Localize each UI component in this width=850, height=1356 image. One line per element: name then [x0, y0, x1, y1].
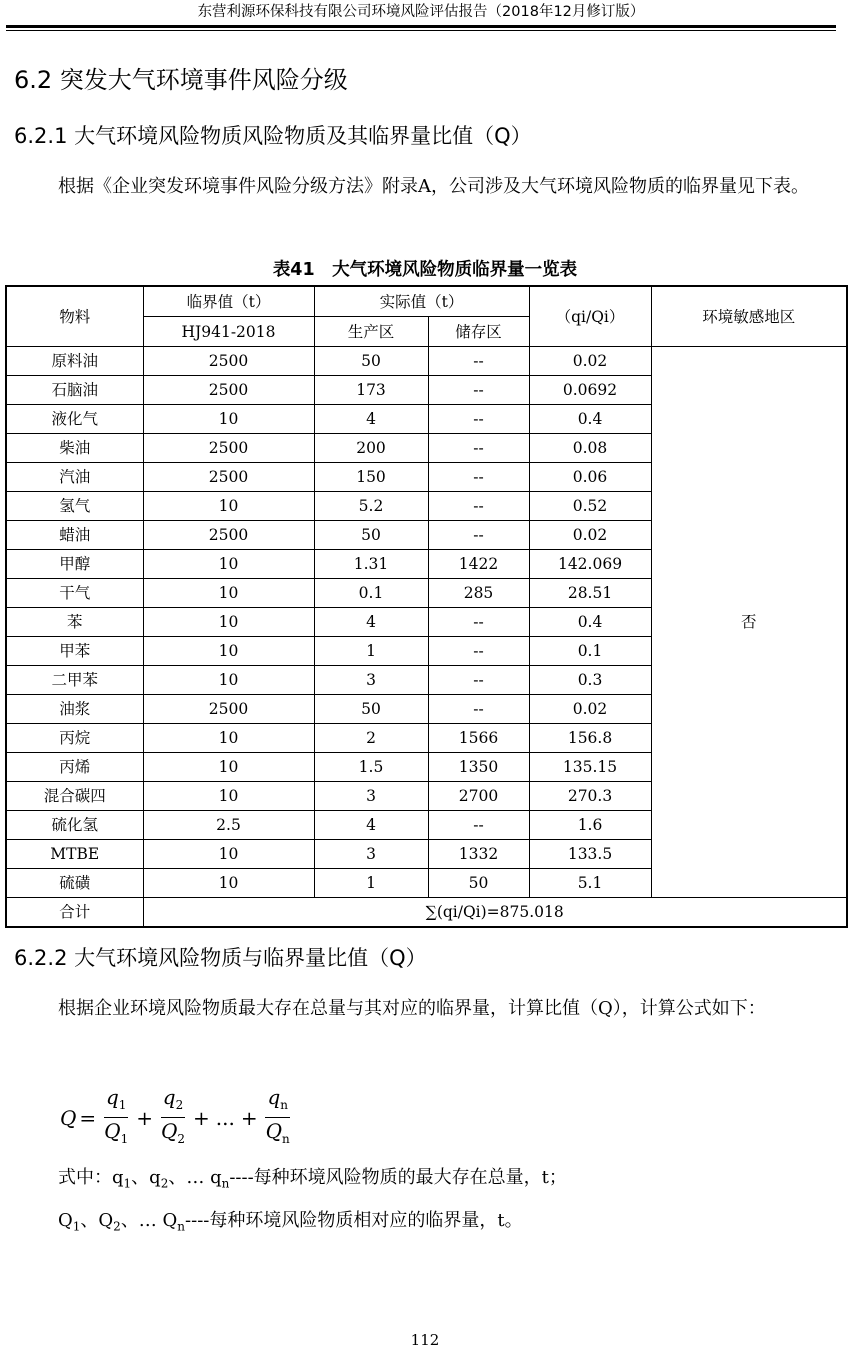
cell-storage: 1566: [428, 724, 529, 753]
cell-critical: 10: [143, 666, 314, 695]
cell-critical: 10: [143, 608, 314, 637]
total-label: 合计: [6, 898, 143, 928]
formula-plus-3: +: [240, 1106, 258, 1130]
fraction-1-den-sub: 1: [120, 1131, 129, 1146]
cell-sensitive-area: 否: [651, 347, 847, 898]
fraction-2-den-sub: 2: [177, 1131, 186, 1146]
cell-storage: --: [428, 434, 529, 463]
cell-ratio: 0.52: [529, 492, 651, 521]
cell-material: 液化气: [6, 405, 143, 434]
cell-production: 1: [314, 869, 428, 898]
formula-plus-1: +: [136, 1106, 153, 1130]
subsection-title-2: 6.2.2 大气环境风险物质与临界量比值（Q）: [14, 946, 427, 970]
table-row: [6, 347, 847, 376]
cell-production: 3: [314, 782, 428, 811]
cell-ratio: 0.02: [529, 521, 651, 550]
cell-ratio: 0.02: [529, 347, 651, 376]
fraction-1-num-sub: 1: [118, 1097, 127, 1112]
header-critical: 临界值（t）: [143, 286, 314, 317]
cell-storage: --: [428, 695, 529, 724]
formula-note-Q: $Q_1$、$Q_2$、… $Q_n----$每种环境风险物质相对应的临界量，t。: [58, 1210, 523, 1234]
cell-ratio: 0.08: [529, 434, 651, 463]
cell-production: 50: [314, 695, 428, 724]
formula-ellipsis: ...: [215, 1106, 235, 1130]
cell-production: 173: [314, 376, 428, 405]
cell-storage: --: [428, 637, 529, 666]
cell-critical: 10: [143, 724, 314, 753]
cell-production: 0.1: [314, 579, 428, 608]
cell-ratio: 0.4: [529, 608, 651, 637]
subsection-title-1: 6.2.1 大气环境风险物质风险物质及其临界量比值（Q）: [14, 124, 532, 148]
header-actual: 实际值（t）: [314, 286, 529, 317]
cell-material: 柴油: [6, 434, 143, 463]
cell-production: 1.5: [314, 753, 428, 782]
formula-equals: =: [79, 1106, 97, 1130]
cell-critical: 10: [143, 753, 314, 782]
fraction-2-num-sub: 2: [175, 1097, 184, 1112]
cell-ratio: 0.06: [529, 463, 651, 492]
cell-material: 二甲苯: [6, 666, 143, 695]
fraction-1-num: q: [105, 1084, 119, 1109]
cell-critical: 10: [143, 869, 314, 898]
cell-critical: 10: [143, 782, 314, 811]
intro-paragraph: 根据《企业突发环境事件风险分级方法》附录A，公司涉及大气环境风险物质的临界量见下表。: [58, 176, 809, 197]
cell-material: 硫磺: [6, 869, 143, 898]
cell-material: 甲苯: [6, 637, 143, 666]
cell-ratio: 0.1: [529, 637, 651, 666]
cell-storage: --: [428, 492, 529, 521]
cell-production: 3: [314, 840, 428, 869]
cell-critical: 2.5: [143, 811, 314, 840]
cell-storage: 285: [428, 579, 529, 608]
cell-storage: --: [428, 521, 529, 550]
fraction-2-num: q: [162, 1084, 176, 1109]
cell-critical: 2500: [143, 521, 314, 550]
table-caption: 表41 大气环境风险物质临界量一览表: [272, 260, 578, 280]
total-value: ∑(qi/Qi)=875.018: [143, 898, 847, 928]
header-rule-thin: [6, 30, 836, 31]
table-body: [6, 347, 847, 898]
header-rule-thick: [6, 25, 836, 28]
cell-critical: 10: [143, 405, 314, 434]
q-formula: [60, 1084, 295, 1148]
cell-production: 50: [314, 347, 428, 376]
fraction-n-num: q: [267, 1084, 281, 1109]
header-sensitive: 环境敏感地区: [651, 286, 847, 347]
header-storage: 储存区: [428, 317, 529, 347]
critical-quantity-table: [5, 285, 848, 928]
header-ratio: （qi/Qi）: [529, 286, 651, 347]
cell-storage: --: [428, 405, 529, 434]
cell-storage: --: [428, 811, 529, 840]
header-critical-standard: HJ941-2018: [143, 317, 314, 347]
formula-note-q: 式中：$q_1$、$q_2$、… $q_n----$每种环境风险物质的最大存在总量，t；: [58, 1167, 567, 1191]
cell-production: 4: [314, 405, 428, 434]
cell-ratio: 0.3: [529, 666, 651, 695]
cell-production: 1.31: [314, 550, 428, 579]
fraction-1: [102, 1085, 130, 1152]
cell-storage: --: [428, 463, 529, 492]
cell-material: 油浆: [6, 695, 143, 724]
cell-ratio: 1.6: [529, 811, 651, 840]
formula-plus-2: +: [193, 1106, 210, 1130]
cell-ratio: 0.4: [529, 405, 651, 434]
cell-storage: 2700: [428, 782, 529, 811]
cell-critical: 2500: [143, 463, 314, 492]
cell-material: 苯: [6, 608, 143, 637]
cell-ratio: 270.3: [529, 782, 651, 811]
header-production: 生产区: [314, 317, 428, 347]
cell-critical: 10: [143, 840, 314, 869]
cell-material: 甲醇: [6, 550, 143, 579]
cell-storage: 1350: [428, 753, 529, 782]
cell-production: 50: [314, 521, 428, 550]
cell-critical: 2500: [143, 695, 314, 724]
cell-production: 5.2: [314, 492, 428, 521]
cell-storage: --: [428, 608, 529, 637]
fraction-2-den: Q: [160, 1118, 178, 1143]
cell-production: 2: [314, 724, 428, 753]
cell-critical: 2500: [143, 434, 314, 463]
cell-material: 汽油: [6, 463, 143, 492]
cell-ratio: 5.1: [529, 869, 651, 898]
cell-material: 丙烷: [6, 724, 143, 753]
cell-production: 3: [314, 666, 428, 695]
cell-material: 混合碳四: [6, 782, 143, 811]
calc-paragraph: 根据企业环境风险物质最大存在总量与其对应的临界量，计算比值（Q），计算公式如下：: [58, 998, 766, 1019]
cell-material: 氢气: [6, 492, 143, 521]
cell-storage: 1422: [428, 550, 529, 579]
fraction-n-den-sub: n: [282, 1131, 290, 1146]
fraction-1-den: Q: [104, 1118, 121, 1143]
cell-storage: --: [428, 347, 529, 376]
cell-critical: 2500: [143, 347, 314, 376]
formula-lhs: Q: [60, 1106, 77, 1130]
cell-critical: 10: [143, 492, 314, 521]
page-number: 112: [410, 1331, 440, 1349]
cell-critical: 10: [143, 579, 314, 608]
cell-ratio: 142.069: [529, 550, 651, 579]
cell-storage: --: [428, 666, 529, 695]
cell-ratio: 0.02: [529, 695, 651, 724]
cell-ratio: 28.51: [529, 579, 651, 608]
cell-material: 硫化氢: [6, 811, 143, 840]
cell-critical: 10: [143, 550, 314, 579]
cell-material: 石脑油: [6, 376, 143, 405]
cell-storage: --: [428, 376, 529, 405]
cell-storage: 50: [428, 869, 529, 898]
cell-ratio: 135.15: [529, 753, 651, 782]
page-header: 东营利源环保科技有限公司环境风险评估报告（2018年12月修订版）: [197, 4, 645, 20]
cell-material: 原料油: [6, 347, 143, 376]
cell-critical: 10: [143, 637, 314, 666]
fraction-2: [159, 1085, 187, 1152]
cell-critical: 2500: [143, 376, 314, 405]
fraction-n: [264, 1085, 292, 1152]
cell-material: 干气: [6, 579, 143, 608]
fraction-n-den: Q: [265, 1118, 283, 1143]
cell-production: 200: [314, 434, 428, 463]
fraction-n-num-sub: n: [280, 1097, 288, 1112]
cell-material: MTBE: [6, 840, 143, 869]
cell-ratio: 133.5: [529, 840, 651, 869]
cell-storage: 1332: [428, 840, 529, 869]
cell-production: 4: [314, 811, 428, 840]
cell-ratio: 156.8: [529, 724, 651, 753]
section-title: 6.2 突发大气环境事件风险分级: [14, 66, 348, 94]
cell-production: 4: [314, 608, 428, 637]
cell-production: 150: [314, 463, 428, 492]
header-material: 物料: [6, 286, 143, 347]
cell-ratio: 0.0692: [529, 376, 651, 405]
cell-production: 1: [314, 637, 428, 666]
cell-material: 丙烯: [6, 753, 143, 782]
cell-material: 蜡油: [6, 521, 143, 550]
